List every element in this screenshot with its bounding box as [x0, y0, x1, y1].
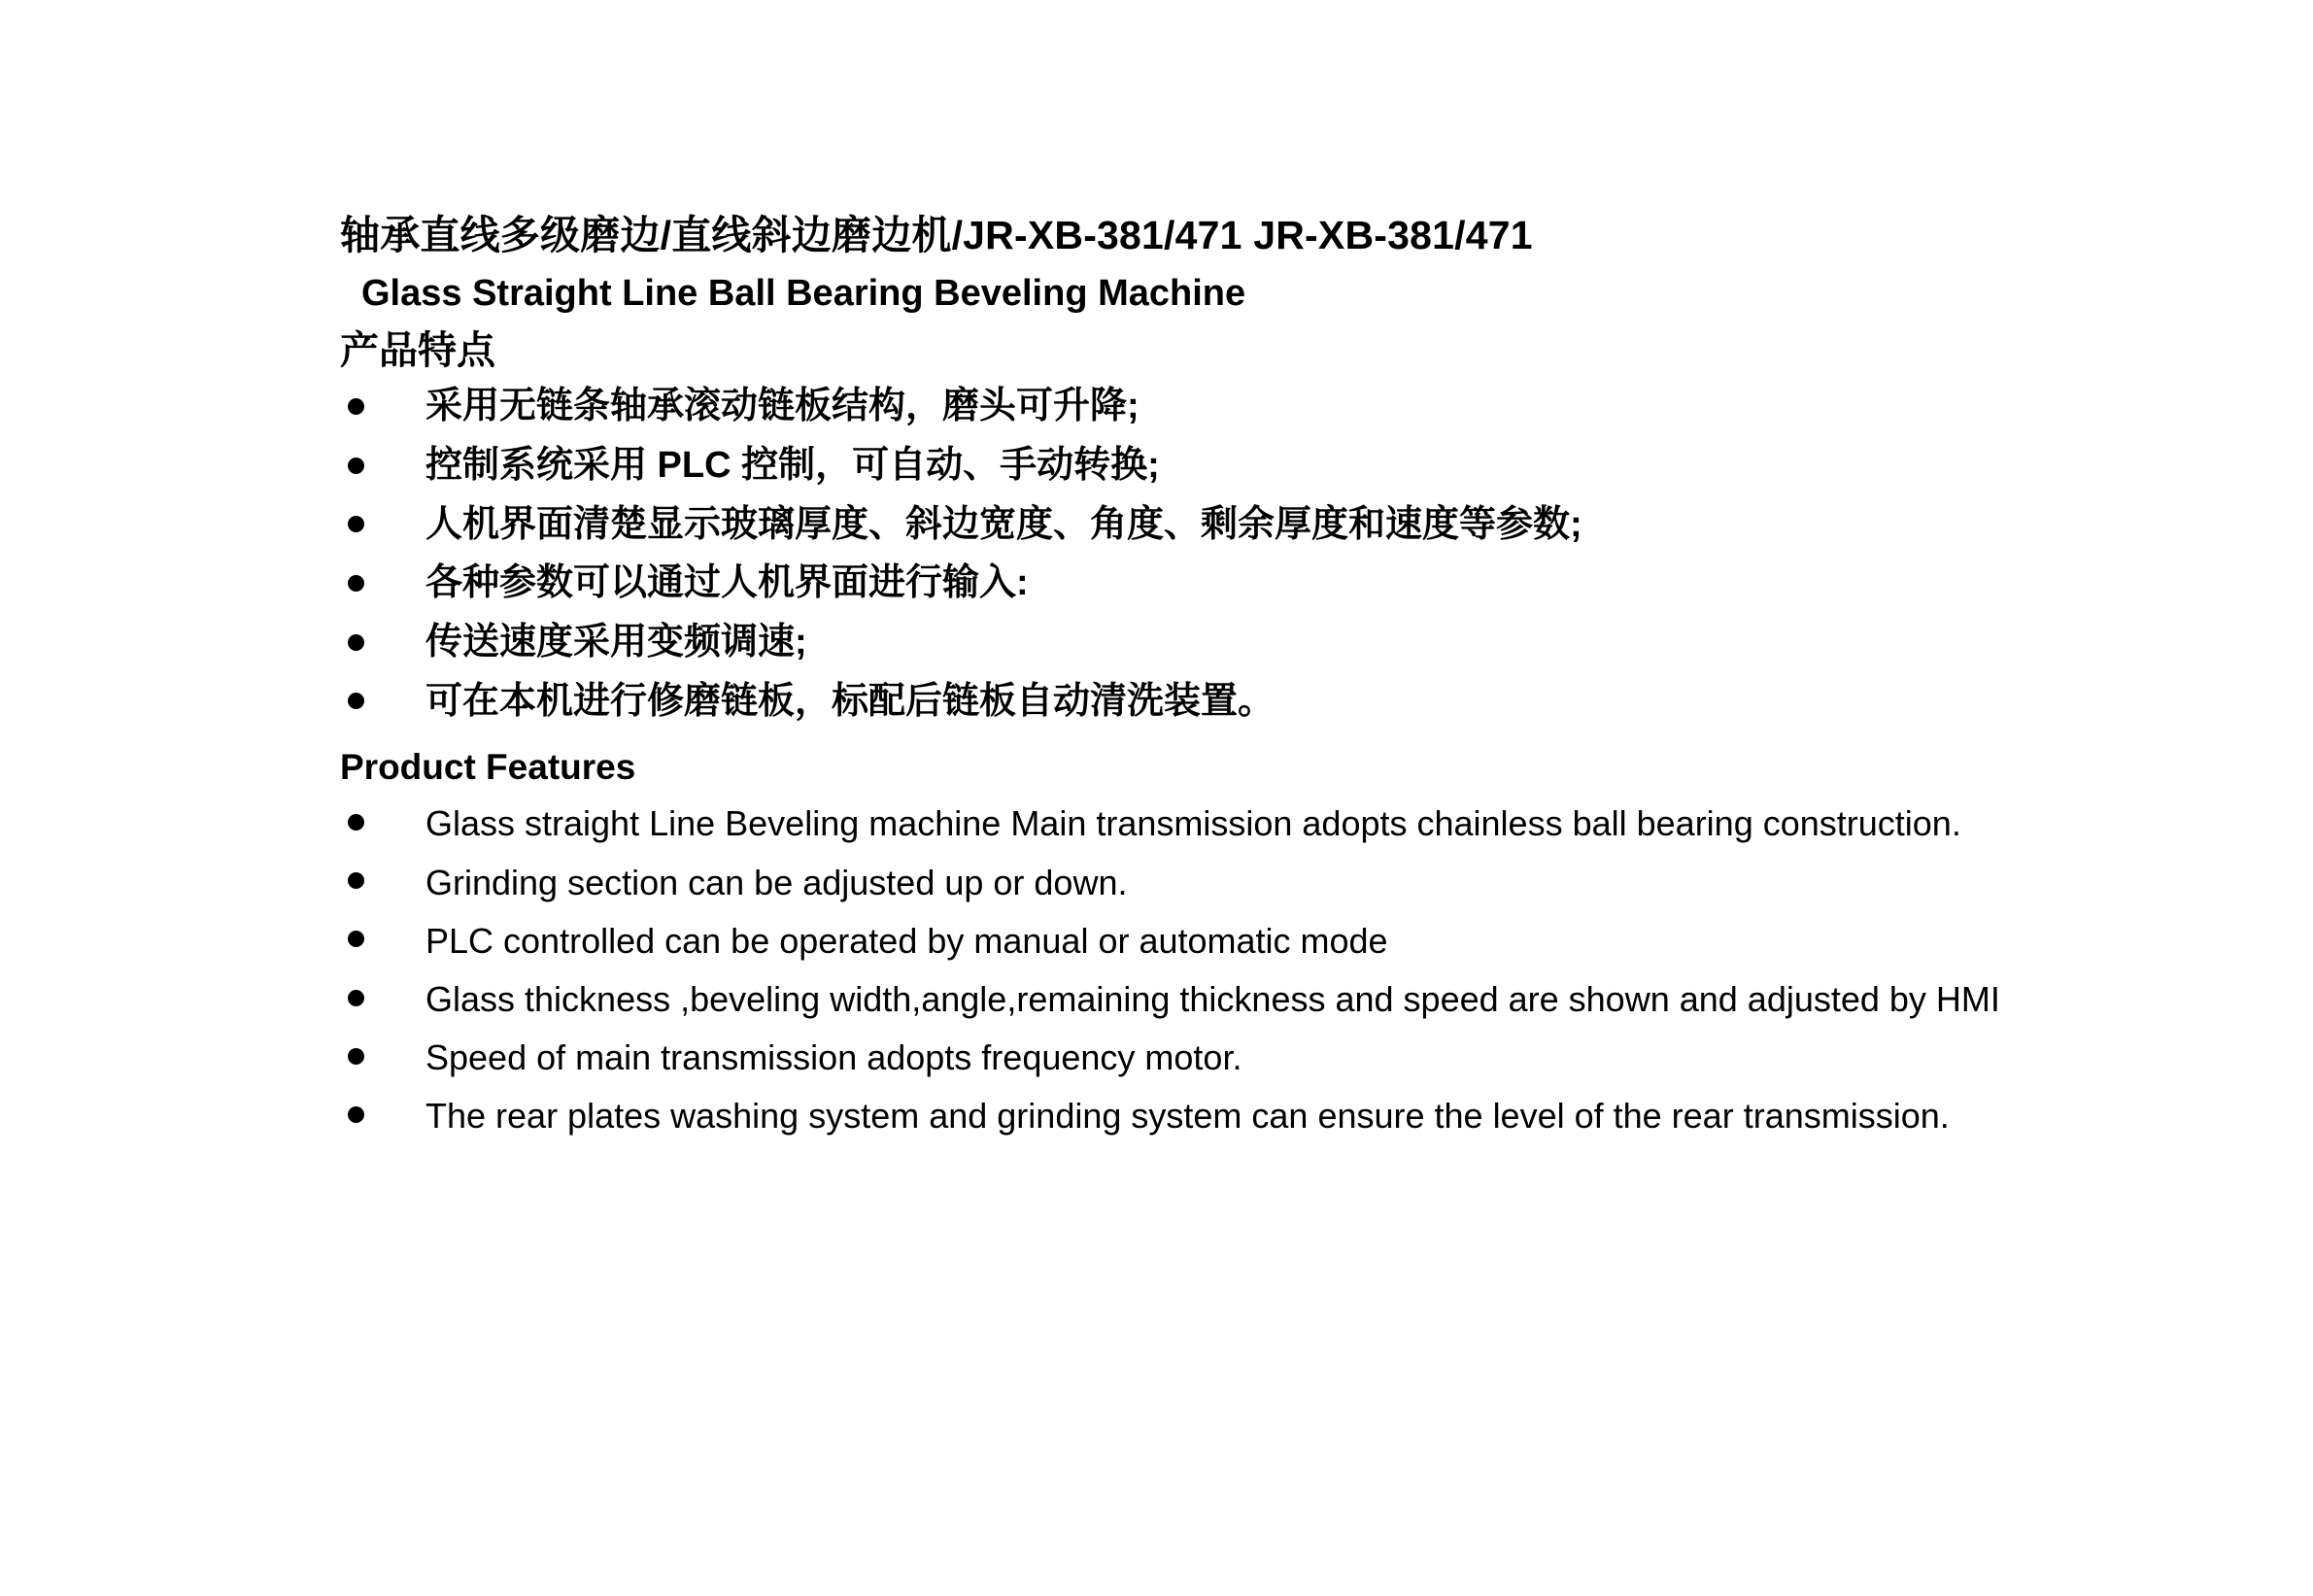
bullet-icon: [348, 872, 364, 889]
section-heading-chinese: 产品特点: [340, 329, 495, 373]
bullet-icon: [348, 814, 364, 831]
list-item-label: The rear plates washing system and grinding system can ensure the level of the rear transmission.: [425, 1095, 1950, 1136]
list-item-label: Glass thickness ,beveling width,angle,remaining thickness and speed are shown and adjusted by HMI: [425, 978, 2000, 1019]
bullet-icon: [348, 1048, 364, 1065]
list-item: [340, 559, 2011, 609]
product-title-english: Glass Straight Line Ball Bearing Beveling Machine: [361, 273, 1246, 315]
list-item-label: Speed of main transmission adopts frequency motor.: [425, 1036, 1242, 1077]
bullet-icon: [348, 516, 364, 532]
list-item: [340, 798, 2011, 848]
bullet-icon: [348, 1106, 364, 1123]
bullet-icon: [348, 990, 364, 1006]
list-item-label: Glass straight Line Beveling machine Main transmission adopts chainless ball bearing construction.: [425, 803, 1961, 844]
list-item-label: 可在本机进行修磨链板，标配后链板自动清洗装置。: [425, 680, 1276, 722]
list-item-label: 传送速度采用变频调速;: [425, 621, 807, 662]
list-item: [340, 677, 2011, 728]
bullet-icon: [348, 575, 364, 592]
bullet-icon: [348, 458, 364, 474]
bullet-icon: [348, 634, 364, 651]
list-item-label: 控制系统采用 PLC 控制，可自动、手动转换;: [425, 444, 1160, 486]
bullet-icon: [348, 693, 364, 709]
list-item-label: 人机界面清楚显示玻璃厚度、斜边宽度、角度、剩余厚度和速度等参数;: [425, 503, 1582, 545]
features-list-chinese: [340, 382, 2011, 727]
list-item-label: Grinding section can be adjusted up or down.: [425, 862, 1128, 902]
list-item-label: 采用无链条轴承滚动链板结构，磨头可升降;: [425, 386, 1139, 427]
list-item: [340, 382, 2011, 432]
list-item: [340, 1033, 2011, 1082]
section-heading-english: Product Features: [340, 747, 636, 788]
list-item: [340, 500, 2011, 551]
list-item-label: PLC controlled can be operated by manual or automatic mode: [425, 920, 1388, 961]
list-item: [340, 618, 2011, 668]
list-item: [340, 441, 2011, 492]
bullet-icon: [348, 398, 364, 415]
bullet-icon: [348, 931, 364, 947]
list-item: [340, 916, 2011, 966]
list-item: [340, 1091, 2011, 1140]
product-title-chinese: 轴承直线多级磨边/直线斜边磨边机/JR-XB-381/471 JR-XB-381/471: [340, 213, 1533, 257]
list-item-label: 各种参数可以通过人机界面进行输入:: [425, 562, 1029, 604]
document-content: [340, 209, 2011, 1140]
features-list-english: [340, 798, 2011, 1140]
list-item: [340, 858, 2011, 907]
list-item: [340, 974, 2011, 1024]
